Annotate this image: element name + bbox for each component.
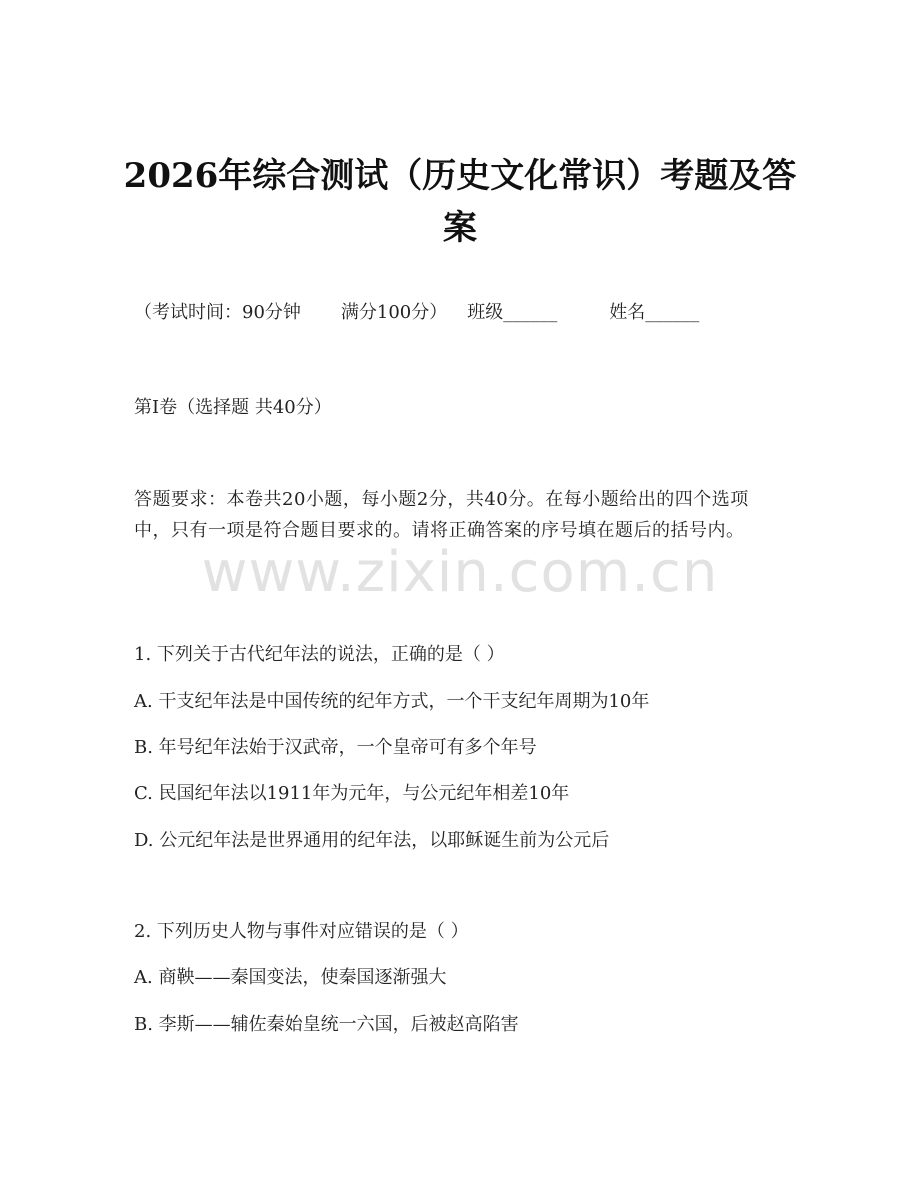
- section-heading: 第Ⅰ卷（选择题 共40分）: [134, 397, 332, 418]
- question-2-option-b: B. 李斯——辅佐秦始皇统一六国，后被赵高陷害: [134, 1014, 519, 1035]
- question-1-stem: 1. 下列关于古代纪年法的说法，正确的是（ ）: [134, 644, 505, 665]
- question-1-option-c: C. 民国纪年法以1911年为元年，与公元纪年相差10年: [134, 783, 570, 804]
- name-field: 姓名______: [609, 302, 700, 323]
- instructions-paragraph: 答题要求：本卷共20小题，每小题2分，共40分。在每小题给出的四个选项中，只有一项是符合题目要求的。请将正确答案的序号填在题后的括号内。: [134, 489, 749, 541]
- page-title: 2026年综合测试（历史文化常识）考题及答案: [123, 156, 797, 248]
- exam-time: （考试时间：90分钟: [134, 302, 301, 323]
- question-2-option-a: A. 商鞅——秦国变法，使秦国逐渐强大: [134, 967, 447, 988]
- exam-info-line: [134, 298, 699, 328]
- question-2-stem: 2. 下列历史人物与事件对应错误的是（ ）: [134, 921, 469, 942]
- watermark: www.zixin.com.cn: [201, 540, 719, 605]
- class-field: 班级______: [467, 302, 558, 323]
- exam-score: 满分100分）: [340, 302, 448, 323]
- question-1-option-d: D. 公元纪年法是世界通用的纪年法，以耶稣诞生前为公元后: [134, 830, 610, 851]
- question-1-option-a: A. 干支纪年法是中国传统的纪年方式，一个干支纪年周期为10年: [134, 691, 650, 712]
- question-1-option-b: B. 年号纪年法始于汉武帝，一个皇帝可有多个年号: [134, 737, 537, 758]
